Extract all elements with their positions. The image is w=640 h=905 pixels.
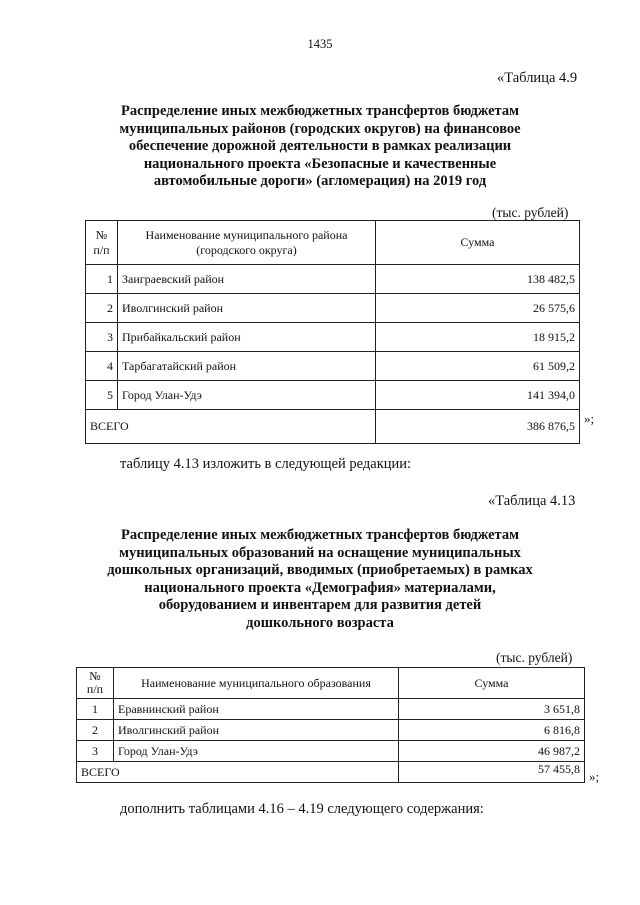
row-sum: 3 651,8 xyxy=(399,699,585,720)
table-total-row xyxy=(77,762,585,783)
table-header-row xyxy=(77,668,585,699)
header-num: № п/п xyxy=(77,668,114,699)
table-row xyxy=(77,699,585,720)
table-row xyxy=(86,265,580,294)
table-row xyxy=(86,294,580,323)
row-sum: 141 394,0 xyxy=(376,381,580,410)
title-line: национального проекта «Безопасные и качественные xyxy=(143,155,497,172)
row-sum: 138 482,5 xyxy=(376,265,580,294)
page-number: 1435 xyxy=(307,37,333,51)
total-sum: 57 455,8 xyxy=(399,762,585,783)
row-num: 4 xyxy=(86,352,118,381)
row-num: 1 xyxy=(86,265,118,294)
body-paragraph: таблицу 4.13 изложить в следующей редакции: xyxy=(120,456,412,472)
row-num: 2 xyxy=(86,294,118,323)
table-row xyxy=(86,352,580,381)
row-name: Город Улан-Удэ xyxy=(118,381,376,410)
units-label: (тыс. рублей) xyxy=(492,205,569,220)
total-label: ВСЕГО xyxy=(77,762,399,783)
table-title xyxy=(70,103,570,191)
title-line: обеспечение дорожной деятельности в рамках реализации xyxy=(128,138,512,154)
row-name: Иволгинский район xyxy=(114,720,399,741)
table-caption: «Таблица 4.9 xyxy=(497,70,578,86)
row-num: 2 xyxy=(77,720,114,741)
row-num: 3 xyxy=(86,323,118,352)
table-row xyxy=(86,381,580,410)
allocation-table xyxy=(76,667,585,783)
row-sum: 18 915,2 xyxy=(376,323,580,352)
closing-quote: »; xyxy=(589,769,600,784)
table-caption: «Таблица 4.13 xyxy=(488,493,576,509)
row-name: Город Улан-Удэ xyxy=(114,741,399,762)
row-num: 3 xyxy=(77,741,114,762)
table-header-row xyxy=(86,221,580,265)
title-line: дошкольных организаций, вводимых (приобретаемых) в рамках xyxy=(107,562,533,578)
total-label: ВСЕГО xyxy=(86,410,376,444)
table-title xyxy=(70,527,570,632)
title-line: Распределение иных межбюджетных трансфертов бюджетам xyxy=(121,527,519,543)
title-line: оборудованием и инвентарем для развития детей xyxy=(158,597,482,613)
total-sum: 386 876,5 xyxy=(376,410,580,444)
table-row xyxy=(86,323,580,352)
title-line: муниципальных районов (городских округов) на финансовое xyxy=(119,120,521,137)
header-sum: Сумма xyxy=(399,668,585,699)
units-label: (тыс. рублей) xyxy=(496,650,573,665)
row-sum: 61 509,2 xyxy=(376,352,580,381)
allocation-table xyxy=(85,220,580,444)
title-line: автомобильные дороги» (агломерация) на 2019 год xyxy=(153,173,487,189)
table-total-row xyxy=(86,410,580,444)
header-name: Наименование муниципального района (городского округа) xyxy=(118,221,376,265)
title-line: дошкольного возраста xyxy=(246,614,394,631)
header-sum: Сумма xyxy=(376,221,580,265)
title-line: национального проекта «Демография» материалами, xyxy=(144,579,496,596)
table-row xyxy=(77,720,585,741)
table-row xyxy=(77,741,585,762)
row-name: Иволгинский район xyxy=(118,294,376,323)
row-sum: 26 575,6 xyxy=(376,294,580,323)
closing-quote: »; xyxy=(584,411,595,426)
title-line: муниципальных образований на оснащение муниципальных xyxy=(119,544,521,561)
row-sum: 6 816,8 xyxy=(399,720,585,741)
row-name: Еравнинский район xyxy=(114,699,399,720)
row-name: Заиграевский район xyxy=(118,265,376,294)
header-num: № п/п xyxy=(86,221,118,265)
row-name: Прибайкальский район xyxy=(118,323,376,352)
row-name: Тарбагатайский район xyxy=(118,352,376,381)
row-sum: 46 987,2 xyxy=(399,741,585,762)
header-name: Наименование муниципального образования xyxy=(114,668,399,699)
row-num: 5 xyxy=(86,381,118,410)
body-paragraph: дополнить таблицами 4.16 – 4.19 следующего содержания: xyxy=(120,801,484,817)
title-line: Распределение иных межбюджетных трансфертов бюджетам xyxy=(121,103,519,119)
row-num: 1 xyxy=(77,699,114,720)
